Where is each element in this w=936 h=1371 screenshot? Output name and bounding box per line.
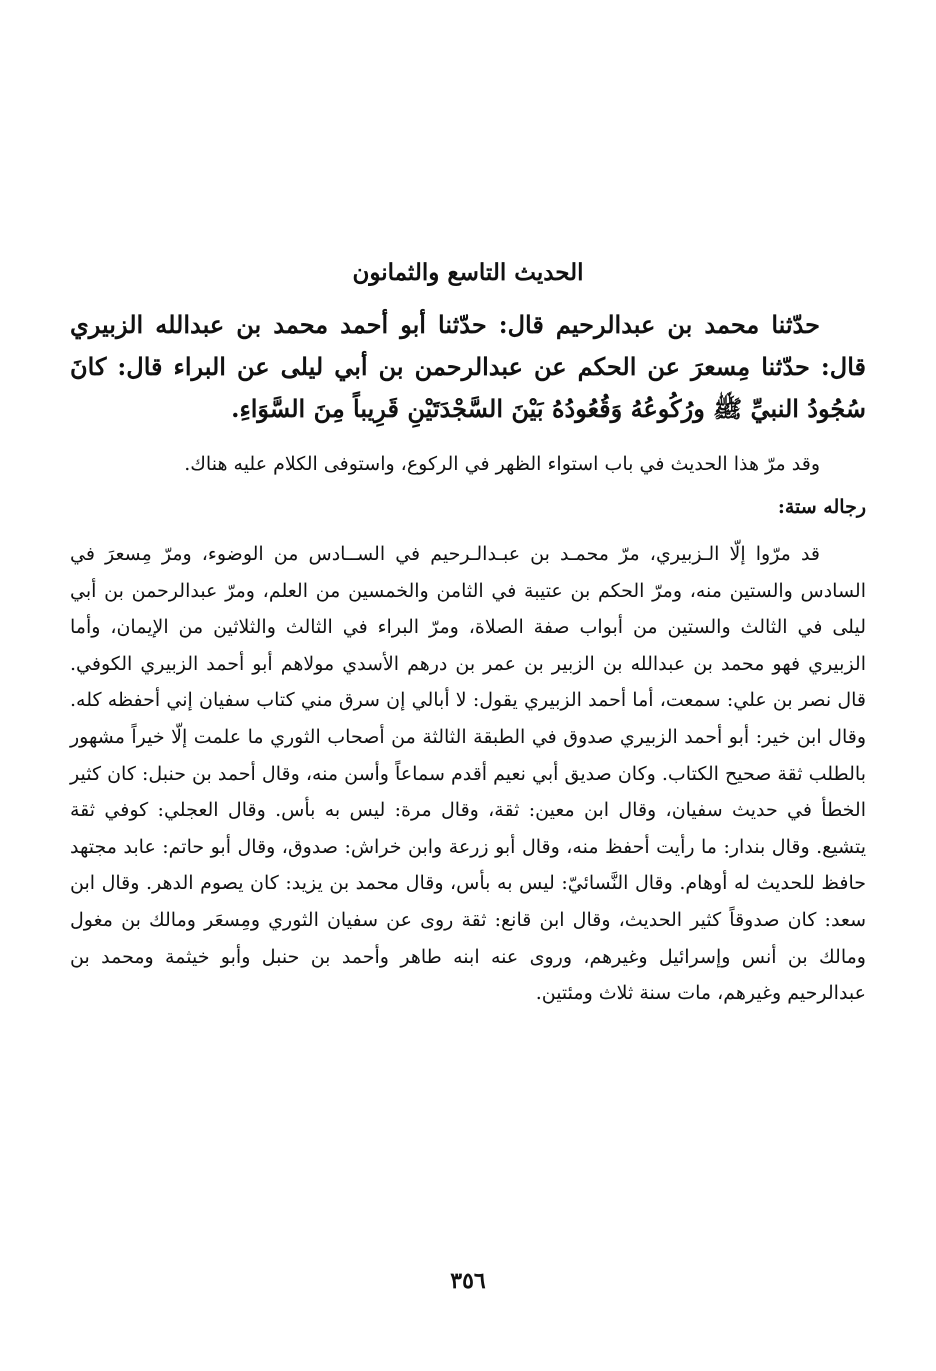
commentary-note: وقد مرّ هذا الحديث في باب استواء الظهر في الركوع، واستوفى الكلام عليه هناك. [184, 453, 820, 475]
page-number: ٣٥٦ [450, 1268, 486, 1294]
narrators-heading: رجاله ستة: [777, 496, 866, 518]
narrators-paragraph: قد مرّوا إلّا الـزبيري، مرّ محمـد بن عبـدالـرحيم في الســادس من الوضوء، ومرّ مِسعرَ في السادس والستين منه، ومرّ الحكم بن عتيبة في الثامن والخمسين من العلم، ومرّ عبدالرحمن بن أبي ليلى في الثالث والستين من أبواب صفة الصلاة، ومرّ البراء في الثالث والثلاثين من الإيمان، وأما الزبيري فهو محمد بن عبدالله بن الزبير بن عمر بن درهم الأسدي مولاهم أبو أحمد الزبيري الكوفي. قال نصر بن علي: سمعت، أما أحمد الزبيري يقول: لا أبالي إن سرق مني كتاب سفيان إني أحفظه كله. وقال ابن خير: أبو أحمد الزبيري صدوق في الطبقة الثالثة من أصحاب الثوري ما علمت إلّا خيراً مشهور بالطلب ثقة صحيح الكتاب. وكان صديق أبي نعيم أقدم سماعاً وأسن منه، وقال أحمد بن حنبل: كان كثير الخطأ في حديث سفيان، وقال ابن معين: ثقة، وقال مرة: ليس به بأس. وقال العجلي: كوفي ثقة يتشيع. وقال بندار: ما رأيت أحفظ منه، وقال أبو زرعة وابن خراش: صدوق، وقال أبو حاتم: عابد مجتهد حافظ للحديث له أوهام. وقال النَّسائيّ: ليس به بأس، وقال محمد بن يزيد: كان يصوم الدهر. وقال ابن سعد: كان صدوقاً كثير الحديث، وقال ابن قانع: ثقة روى عن سفيان الثوري ومِسعَر ومالك بن مغول ومالك بن أنس وإسرائيل وغيرهم، وروى عنه ابنه طاهر وأحمد بن حنبل وأبو خيثمة ومحمد بن عبدالرحيم وغيرهم، مات سنة ثلاث ومئتين. [70, 543, 866, 1005]
hadith-text: حدّثنا محمد بن عبدالرحيم قال: حدّثنا أبو أحمد محمد بن عبدالله الزبيري قال: حدّثنا مِسعرَ عن الحكم عن عبدالرحمن بن أبي ليلى عن البراء قال: كانَ سُجُودُ النبيِّ ﷺ ورُكُوعُهُ وَقُعُودُهُ بَيْنَ السَّجْدَتَيْنِ قَرِيباً مِنَ السَّوَاءِ. [70, 310, 866, 423]
hadith-title: الحديث التاسع والثمانون [352, 259, 584, 286]
hadith-text-block [70, 304, 866, 430]
